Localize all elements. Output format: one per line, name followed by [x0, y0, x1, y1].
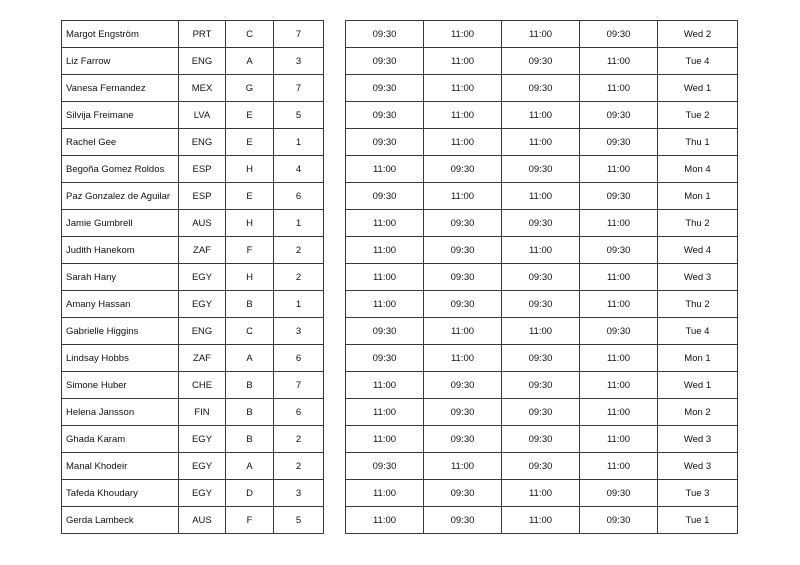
day-cell: Thu 2 [658, 291, 738, 318]
time-cell: 11:00 [424, 345, 502, 372]
number-cell: 7 [274, 75, 324, 102]
schedule-table [345, 20, 738, 534]
day-cell: Wed 3 [658, 264, 738, 291]
group-cell: A [226, 345, 274, 372]
player-row [62, 453, 324, 480]
time-cell: 09:30 [424, 156, 502, 183]
time-cell: 11:00 [424, 183, 502, 210]
time-cell: 11:00 [346, 291, 424, 318]
number-cell: 2 [274, 264, 324, 291]
group-cell: A [226, 48, 274, 75]
country-cell: LVA [179, 102, 226, 129]
group-cell: F [226, 507, 274, 534]
day-cell: Mon 1 [658, 183, 738, 210]
time-cell: 09:30 [502, 210, 580, 237]
time-cell: 11:00 [502, 480, 580, 507]
time-cell: 09:30 [424, 372, 502, 399]
schedule-row [346, 291, 738, 318]
time-cell: 09:30 [346, 102, 424, 129]
group-cell: H [226, 264, 274, 291]
schedule-row [346, 102, 738, 129]
time-cell: 11:00 [580, 48, 658, 75]
time-cell: 09:30 [580, 237, 658, 264]
schedule-row [346, 210, 738, 237]
player-name-cell: Margot Engström [62, 21, 179, 48]
player-row [62, 291, 324, 318]
country-cell: PRT [179, 21, 226, 48]
country-cell: FIN [179, 399, 226, 426]
time-cell: 09:30 [424, 507, 502, 534]
player-name-cell: Judith Hanekom [62, 237, 179, 264]
time-cell: 11:00 [580, 291, 658, 318]
group-cell: D [226, 480, 274, 507]
time-cell: 09:30 [580, 183, 658, 210]
group-cell: E [226, 102, 274, 129]
number-cell: 1 [274, 291, 324, 318]
group-cell: B [226, 291, 274, 318]
time-cell: 11:00 [346, 156, 424, 183]
country-cell: ENG [179, 48, 226, 75]
day-cell: Tue 3 [658, 480, 738, 507]
number-cell: 7 [274, 21, 324, 48]
day-cell: Mon 1 [658, 345, 738, 372]
time-cell: 11:00 [424, 48, 502, 75]
time-cell: 09:30 [424, 426, 502, 453]
player-name-cell: Liz Farrow [62, 48, 179, 75]
group-cell: C [226, 21, 274, 48]
number-cell: 4 [274, 156, 324, 183]
number-cell: 7 [274, 372, 324, 399]
schedule-row [346, 318, 738, 345]
player-row [62, 318, 324, 345]
time-cell: 09:30 [424, 237, 502, 264]
time-cell: 11:00 [502, 21, 580, 48]
number-cell: 2 [274, 453, 324, 480]
time-cell: 09:30 [424, 210, 502, 237]
player-name-cell: Gabrielle Higgins [62, 318, 179, 345]
time-cell: 09:30 [502, 291, 580, 318]
time-cell: 09:30 [502, 75, 580, 102]
country-cell: MEX [179, 75, 226, 102]
country-cell: EGY [179, 480, 226, 507]
day-cell: Wed 4 [658, 237, 738, 264]
time-cell: 09:30 [502, 399, 580, 426]
day-cell: Tue 4 [658, 48, 738, 75]
number-cell: 1 [274, 210, 324, 237]
day-cell: Wed 1 [658, 75, 738, 102]
group-cell: F [226, 237, 274, 264]
time-cell: 11:00 [580, 156, 658, 183]
time-cell: 09:30 [502, 426, 580, 453]
time-cell: 11:00 [424, 21, 502, 48]
time-cell: 09:30 [424, 480, 502, 507]
player-row [62, 237, 324, 264]
schedule-row [346, 156, 738, 183]
schedule-row [346, 48, 738, 75]
group-cell: E [226, 129, 274, 156]
player-name-cell: Silvija Freimane [62, 102, 179, 129]
country-cell: CHE [179, 372, 226, 399]
player-name-cell: Gerda Lambeck [62, 507, 179, 534]
time-cell: 09:30 [346, 75, 424, 102]
time-cell: 09:30 [580, 129, 658, 156]
player-name-cell: Sarah Hany [62, 264, 179, 291]
schedule-row [346, 507, 738, 534]
schedule-row [346, 399, 738, 426]
player-name-cell: Simone Huber [62, 372, 179, 399]
player-row [62, 264, 324, 291]
player-name-cell: Manal Khodeir [62, 453, 179, 480]
number-cell: 5 [274, 507, 324, 534]
country-cell: AUS [179, 507, 226, 534]
player-row [62, 399, 324, 426]
schedule-table-body [346, 21, 738, 534]
country-cell: EGY [179, 453, 226, 480]
country-cell: ZAF [179, 237, 226, 264]
player-row [62, 345, 324, 372]
player-row [62, 210, 324, 237]
day-cell: Tue 2 [658, 102, 738, 129]
time-cell: 09:30 [580, 102, 658, 129]
time-cell: 09:30 [502, 264, 580, 291]
time-cell: 09:30 [580, 21, 658, 48]
schedule-row [346, 183, 738, 210]
time-cell: 09:30 [346, 48, 424, 75]
time-cell: 11:00 [580, 210, 658, 237]
number-cell: 6 [274, 345, 324, 372]
country-cell: ESP [179, 156, 226, 183]
schedule-row [346, 264, 738, 291]
player-row [62, 21, 324, 48]
schedule-row [346, 129, 738, 156]
player-row [62, 156, 324, 183]
day-cell: Wed 3 [658, 453, 738, 480]
country-cell: ENG [179, 129, 226, 156]
country-cell: ESP [179, 183, 226, 210]
day-cell: Wed 3 [658, 426, 738, 453]
time-cell: 09:30 [424, 399, 502, 426]
player-name-cell: Jamie Gumbrell [62, 210, 179, 237]
country-cell: EGY [179, 291, 226, 318]
player-name-cell: Tafeda Khoudary [62, 480, 179, 507]
day-cell: Wed 2 [658, 21, 738, 48]
time-cell: 09:30 [502, 372, 580, 399]
time-cell: 09:30 [346, 129, 424, 156]
country-cell: EGY [179, 426, 226, 453]
country-cell: ENG [179, 318, 226, 345]
number-cell: 2 [274, 426, 324, 453]
time-cell: 11:00 [424, 129, 502, 156]
day-cell: Thu 2 [658, 210, 738, 237]
time-cell: 11:00 [580, 75, 658, 102]
time-cell: 09:30 [424, 291, 502, 318]
day-cell: Mon 2 [658, 399, 738, 426]
player-row [62, 129, 324, 156]
player-name-cell: Vanesa Fernandez [62, 75, 179, 102]
country-cell: EGY [179, 264, 226, 291]
time-cell: 09:30 [346, 21, 424, 48]
country-cell: AUS [179, 210, 226, 237]
time-cell: 11:00 [580, 453, 658, 480]
group-cell: C [226, 318, 274, 345]
time-cell: 09:30 [580, 480, 658, 507]
time-cell: 11:00 [502, 237, 580, 264]
schedule-row [346, 345, 738, 372]
time-cell: 11:00 [502, 183, 580, 210]
time-cell: 11:00 [346, 399, 424, 426]
number-cell: 6 [274, 399, 324, 426]
time-cell: 11:00 [346, 237, 424, 264]
time-cell: 11:00 [580, 426, 658, 453]
group-cell: B [226, 426, 274, 453]
player-row [62, 102, 324, 129]
time-cell: 09:30 [502, 156, 580, 183]
time-cell: 11:00 [424, 453, 502, 480]
time-cell: 11:00 [346, 264, 424, 291]
schedule-row [346, 237, 738, 264]
schedule-row [346, 21, 738, 48]
time-cell: 11:00 [346, 372, 424, 399]
time-cell: 11:00 [346, 507, 424, 534]
time-cell: 11:00 [346, 210, 424, 237]
player-row [62, 372, 324, 399]
player-name-cell: Rachel Gee [62, 129, 179, 156]
time-cell: 11:00 [346, 426, 424, 453]
number-cell: 3 [274, 480, 324, 507]
time-cell: 11:00 [424, 318, 502, 345]
group-cell: G [226, 75, 274, 102]
day-cell: Tue 4 [658, 318, 738, 345]
time-cell: 11:00 [580, 264, 658, 291]
group-cell: H [226, 156, 274, 183]
time-cell: 09:30 [502, 48, 580, 75]
time-cell: 11:00 [580, 345, 658, 372]
time-cell: 11:00 [502, 129, 580, 156]
schedule-row [346, 453, 738, 480]
day-cell: Tue 1 [658, 507, 738, 534]
number-cell: 6 [274, 183, 324, 210]
player-name-cell: Lindsay Hobbs [62, 345, 179, 372]
time-cell: 11:00 [580, 372, 658, 399]
player-row [62, 426, 324, 453]
time-cell: 11:00 [424, 75, 502, 102]
time-cell: 09:30 [502, 453, 580, 480]
player-name-cell: Begoña Gomez Roldos [62, 156, 179, 183]
time-cell: 09:30 [346, 318, 424, 345]
group-cell: A [226, 453, 274, 480]
time-cell: 09:30 [346, 453, 424, 480]
number-cell: 3 [274, 48, 324, 75]
player-name-cell: Helena Jansson [62, 399, 179, 426]
number-cell: 2 [274, 237, 324, 264]
player-row [62, 183, 324, 210]
player-name-cell: Amany Hassan [62, 291, 179, 318]
day-cell: Thu 1 [658, 129, 738, 156]
time-cell: 09:30 [424, 264, 502, 291]
schedule-row [346, 372, 738, 399]
group-cell: H [226, 210, 274, 237]
group-cell: B [226, 372, 274, 399]
group-cell: B [226, 399, 274, 426]
country-cell: ZAF [179, 345, 226, 372]
schedule-row [346, 480, 738, 507]
player-row [62, 480, 324, 507]
number-cell: 5 [274, 102, 324, 129]
number-cell: 3 [274, 318, 324, 345]
time-cell: 11:00 [424, 102, 502, 129]
time-cell: 09:30 [580, 507, 658, 534]
time-cell: 11:00 [502, 507, 580, 534]
player-name-cell: Ghada Karam [62, 426, 179, 453]
time-cell: 09:30 [346, 345, 424, 372]
player-name-cell: Paz Gonzalez de Aguilar [62, 183, 179, 210]
group-cell: E [226, 183, 274, 210]
number-cell: 1 [274, 129, 324, 156]
schedule-row [346, 426, 738, 453]
time-cell: 09:30 [346, 183, 424, 210]
time-cell: 09:30 [580, 318, 658, 345]
player-row [62, 75, 324, 102]
player-row [62, 48, 324, 75]
player-table [61, 20, 324, 534]
time-cell: 11:00 [502, 102, 580, 129]
day-cell: Wed 1 [658, 372, 738, 399]
player-row [62, 507, 324, 534]
time-cell: 11:00 [346, 480, 424, 507]
day-cell: Mon 4 [658, 156, 738, 183]
schedule-row [346, 75, 738, 102]
time-cell: 09:30 [502, 345, 580, 372]
time-cell: 11:00 [580, 399, 658, 426]
player-table-body [62, 21, 324, 534]
time-cell: 11:00 [502, 318, 580, 345]
